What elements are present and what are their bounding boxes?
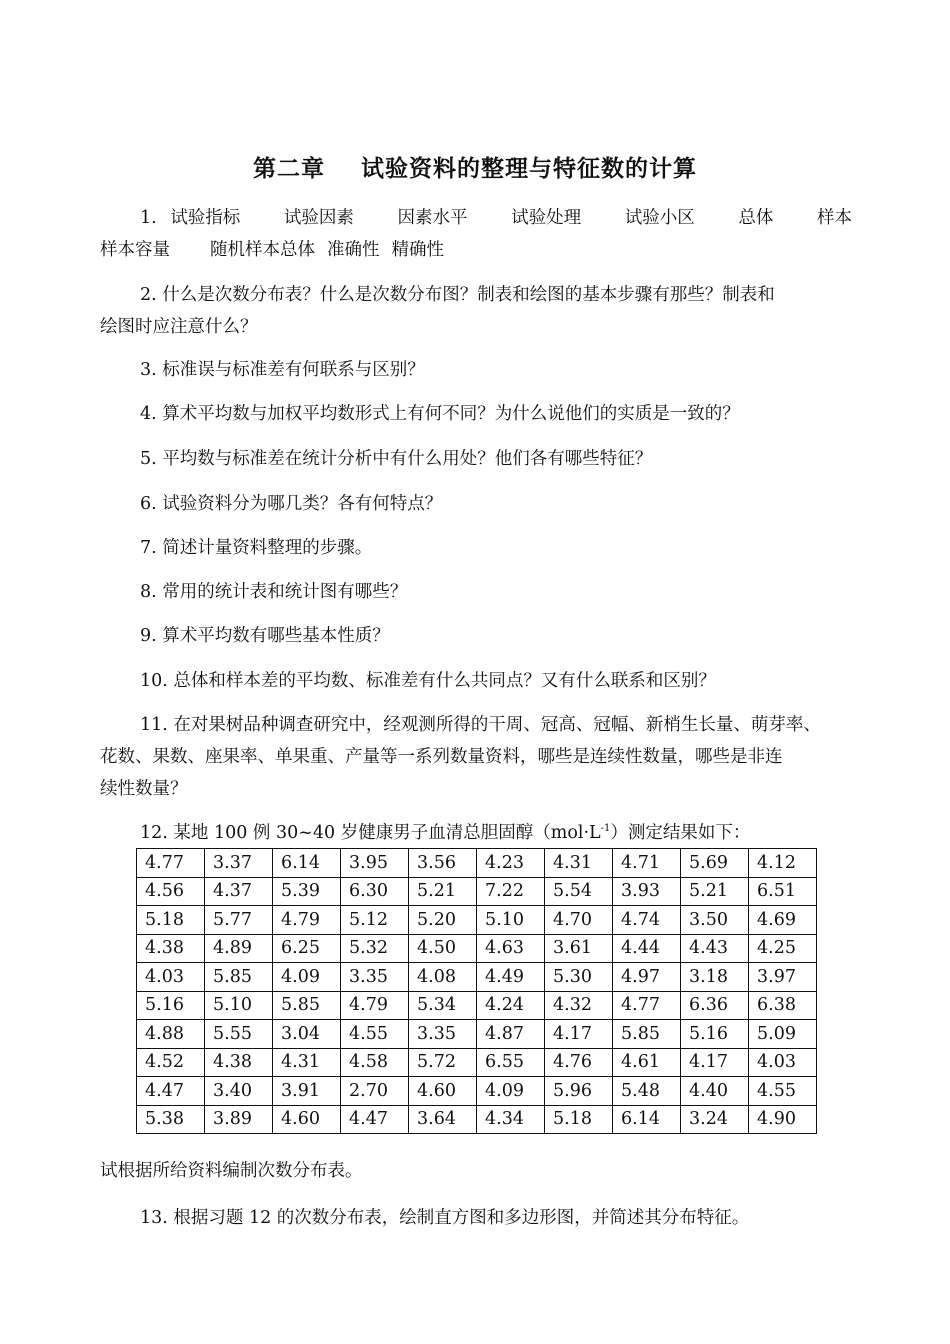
table-cell: 4.61 — [613, 1048, 681, 1077]
table-row — [137, 963, 817, 992]
table-cell: 5.72 — [409, 1048, 477, 1077]
table-cell: 3.40 — [205, 1077, 273, 1106]
table-cell: 5.96 — [545, 1077, 613, 1106]
table-cell: 4.69 — [749, 906, 817, 935]
question-2-line1: 2. 什么是次数分布表？什么是次数分布图？制表和绘图的基本步骤有那些？制表和 — [140, 285, 775, 305]
table-cell: 6.55 — [477, 1048, 545, 1077]
table-row — [137, 1077, 817, 1106]
table-cell: 4.24 — [477, 991, 545, 1020]
table-cell: 4.63 — [477, 934, 545, 963]
table-cell: 3.89 — [205, 1105, 273, 1134]
table-cell: 5.34 — [409, 991, 477, 1020]
table-cell: 5.16 — [137, 991, 205, 1020]
question-2-line2: 绘图时应注意什么？ — [100, 317, 258, 337]
question-12-instruction: 试根据所给资料编制次数分布表。 — [100, 1161, 363, 1181]
term: 试验小区 — [624, 208, 695, 228]
question-2 — [100, 279, 852, 343]
question-11-line3: 续性数量？ — [100, 779, 188, 799]
table-cell: 3.64 — [409, 1105, 477, 1134]
table-cell: 4.08 — [409, 963, 477, 992]
table-cell: 3.97 — [749, 963, 817, 992]
table-cell: 5.21 — [681, 877, 749, 906]
cholesterol-data-table — [136, 848, 817, 1134]
table-cell: 3.04 — [273, 1020, 341, 1049]
question-11-line1: 11. 在对果树品种调查研究中，经观测所得的干周、冠高、冠幅、新梢生长量、萌芽率、 — [140, 715, 821, 735]
table-cell: 3.61 — [545, 934, 613, 963]
table-cell: 5.39 — [273, 877, 341, 906]
table-cell: 4.43 — [681, 934, 749, 963]
table-row — [137, 1105, 817, 1134]
question-7: 7. 简述计量资料整理的步骤。 — [140, 538, 373, 558]
question-1-terms-line1 — [100, 202, 852, 234]
table-cell: 3.37 — [205, 849, 273, 878]
table-cell: 4.32 — [545, 991, 613, 1020]
table-cell: 6.14 — [613, 1105, 681, 1134]
table-row — [137, 1048, 817, 1077]
table-cell: 4.60 — [273, 1105, 341, 1134]
table-cell: 5.69 — [681, 849, 749, 878]
term: 样本 — [816, 208, 852, 228]
table-cell: 4.55 — [341, 1020, 409, 1049]
table-cell: 4.47 — [137, 1077, 205, 1106]
table-cell: 4.38 — [137, 934, 205, 963]
question-11 — [100, 709, 852, 805]
table-cell: 5.48 — [613, 1077, 681, 1106]
question-11-line2: 花数、果数、座果率、单果重、产量等一系列数量资料，哪些是连续性数量，哪些是非连 — [100, 747, 783, 767]
term: 试验因素 — [283, 208, 354, 228]
term: 随机样本总体 — [210, 240, 315, 260]
table-cell: 4.88 — [137, 1020, 205, 1049]
table-cell: 5.55 — [205, 1020, 273, 1049]
unit-exponent: -1 — [600, 823, 611, 835]
table-cell: 4.09 — [273, 963, 341, 992]
table-cell: 5.38 — [137, 1105, 205, 1134]
table-cell: 5.85 — [273, 991, 341, 1020]
term: 试验处理 — [511, 208, 582, 228]
term: 样本容量 — [100, 240, 170, 260]
question-10: 10. 总体和样本差的平均数、标准差有什么共同点？又有什么联系和区别？ — [140, 671, 716, 691]
table-cell: 4.17 — [545, 1020, 613, 1049]
table-row — [137, 906, 817, 935]
table-cell: 3.93 — [613, 877, 681, 906]
table-cell: 4.44 — [613, 934, 681, 963]
table-cell: 4.70 — [545, 906, 613, 935]
table-cell: 4.03 — [137, 963, 205, 992]
table-cell: 6.38 — [749, 991, 817, 1020]
table-row — [137, 849, 817, 878]
table-cell: 4.97 — [613, 963, 681, 992]
table-cell: 4.87 — [477, 1020, 545, 1049]
question-3: 3. 标准误与标准差有何联系与区别？ — [140, 360, 425, 380]
table-cell: 6.30 — [341, 877, 409, 906]
table-cell: 6.14 — [273, 849, 341, 878]
table-cell: 5.32 — [341, 934, 409, 963]
question-12-intro — [100, 817, 892, 849]
term: 试验指标 — [170, 208, 241, 228]
table-cell: 2.70 — [341, 1077, 409, 1106]
question-4: 4. 算术平均数与加权平均数形式上有何不同？为什么说他们的实质是一致的？ — [140, 404, 740, 424]
table-cell: 4.40 — [681, 1077, 749, 1106]
table-cell: 3.91 — [273, 1077, 341, 1106]
table-cell: 5.77 — [205, 906, 273, 935]
table-cell: 4.03 — [749, 1048, 817, 1077]
table-cell: 5.21 — [409, 877, 477, 906]
table-cell: 4.47 — [341, 1105, 409, 1134]
table-cell: 4.77 — [137, 849, 205, 878]
question-6: 6. 试验资料分为哪几类？各有何特点？ — [140, 494, 443, 514]
table-cell: 3.50 — [681, 906, 749, 935]
question-1 — [100, 202, 852, 266]
table-cell: 4.23 — [477, 849, 545, 878]
table-cell: 4.25 — [749, 934, 817, 963]
table-cell: 5.30 — [545, 963, 613, 992]
question-9: 9. 算术平均数有哪些基本性质？ — [140, 626, 390, 646]
table-cell: 6.36 — [681, 991, 749, 1020]
table-cell: 4.74 — [613, 906, 681, 935]
chapter-title: 第二章 试验资料的整理与特征数的计算 — [252, 156, 698, 182]
table-cell: 4.12 — [749, 849, 817, 878]
table-cell: 4.90 — [749, 1105, 817, 1134]
table-cell: 5.85 — [613, 1020, 681, 1049]
table-cell: 5.10 — [477, 906, 545, 935]
table-cell: 4.31 — [545, 849, 613, 878]
table-cell: 3.95 — [341, 849, 409, 878]
question-8: 8. 常用的统计表和统计图有哪些？ — [140, 582, 408, 602]
table-cell: 4.56 — [137, 877, 205, 906]
table-cell: 3.18 — [681, 963, 749, 992]
table-cell: 4.79 — [273, 906, 341, 935]
table-cell: 4.37 — [205, 877, 273, 906]
table-cell: 4.77 — [613, 991, 681, 1020]
table-cell: 4.49 — [477, 963, 545, 992]
table-cell: 6.25 — [273, 934, 341, 963]
table-row — [137, 934, 817, 963]
question-1-terms-line2 — [100, 234, 852, 266]
table-cell: 7.22 — [477, 877, 545, 906]
table-cell: 4.17 — [681, 1048, 749, 1077]
table-row — [137, 1020, 817, 1049]
question-12-intro-text: 12. 某地 100 例 30~40 岁健康男子血清总胆固醇（mol·L — [140, 823, 601, 843]
table-cell: 4.34 — [477, 1105, 545, 1134]
term: 因素水平 — [397, 208, 468, 228]
table-cell: 3.56 — [409, 849, 477, 878]
table-row — [137, 877, 817, 906]
table-cell: 6.51 — [749, 877, 817, 906]
table-cell: 4.50 — [409, 934, 477, 963]
table-cell: 4.71 — [613, 849, 681, 878]
table-cell: 5.16 — [681, 1020, 749, 1049]
table-cell: 5.54 — [545, 877, 613, 906]
table-cell: 5.20 — [409, 906, 477, 935]
question-13: 13. 根据习题 12 的次数分布表，绘制直方图和多边形图，并简述其分布特征。 — [140, 1208, 750, 1228]
table-cell: 4.79 — [341, 991, 409, 1020]
table-row — [137, 991, 817, 1020]
table-cell: 4.76 — [545, 1048, 613, 1077]
term: 准确性 — [327, 240, 380, 260]
table-cell: 5.09 — [749, 1020, 817, 1049]
table-cell: 4.55 — [749, 1077, 817, 1106]
table-cell: 5.85 — [205, 963, 273, 992]
question-1-number: 1. — [140, 208, 157, 228]
question-12-intro-tail: ）测定结果如下： — [610, 823, 751, 843]
term: 总体 — [738, 208, 774, 228]
table-cell: 4.58 — [341, 1048, 409, 1077]
table-cell: 4.09 — [477, 1077, 545, 1106]
table-cell: 4.31 — [273, 1048, 341, 1077]
table-cell: 4.60 — [409, 1077, 477, 1106]
table-cell: 5.18 — [545, 1105, 613, 1134]
table-cell: 4.89 — [205, 934, 273, 963]
question-5: 5. 平均数与标准差在统计分析中有什么用处？他们各有哪些特征？ — [140, 449, 653, 469]
table-cell: 5.18 — [137, 906, 205, 935]
table-cell: 3.24 — [681, 1105, 749, 1134]
table-cell: 3.35 — [409, 1020, 477, 1049]
table-body — [137, 849, 817, 1134]
term: 精确性 — [391, 240, 444, 260]
table-cell: 3.35 — [341, 963, 409, 992]
table-cell: 5.10 — [205, 991, 273, 1020]
table-cell: 4.52 — [137, 1048, 205, 1077]
table-cell: 5.12 — [341, 906, 409, 935]
table-cell: 4.38 — [205, 1048, 273, 1077]
